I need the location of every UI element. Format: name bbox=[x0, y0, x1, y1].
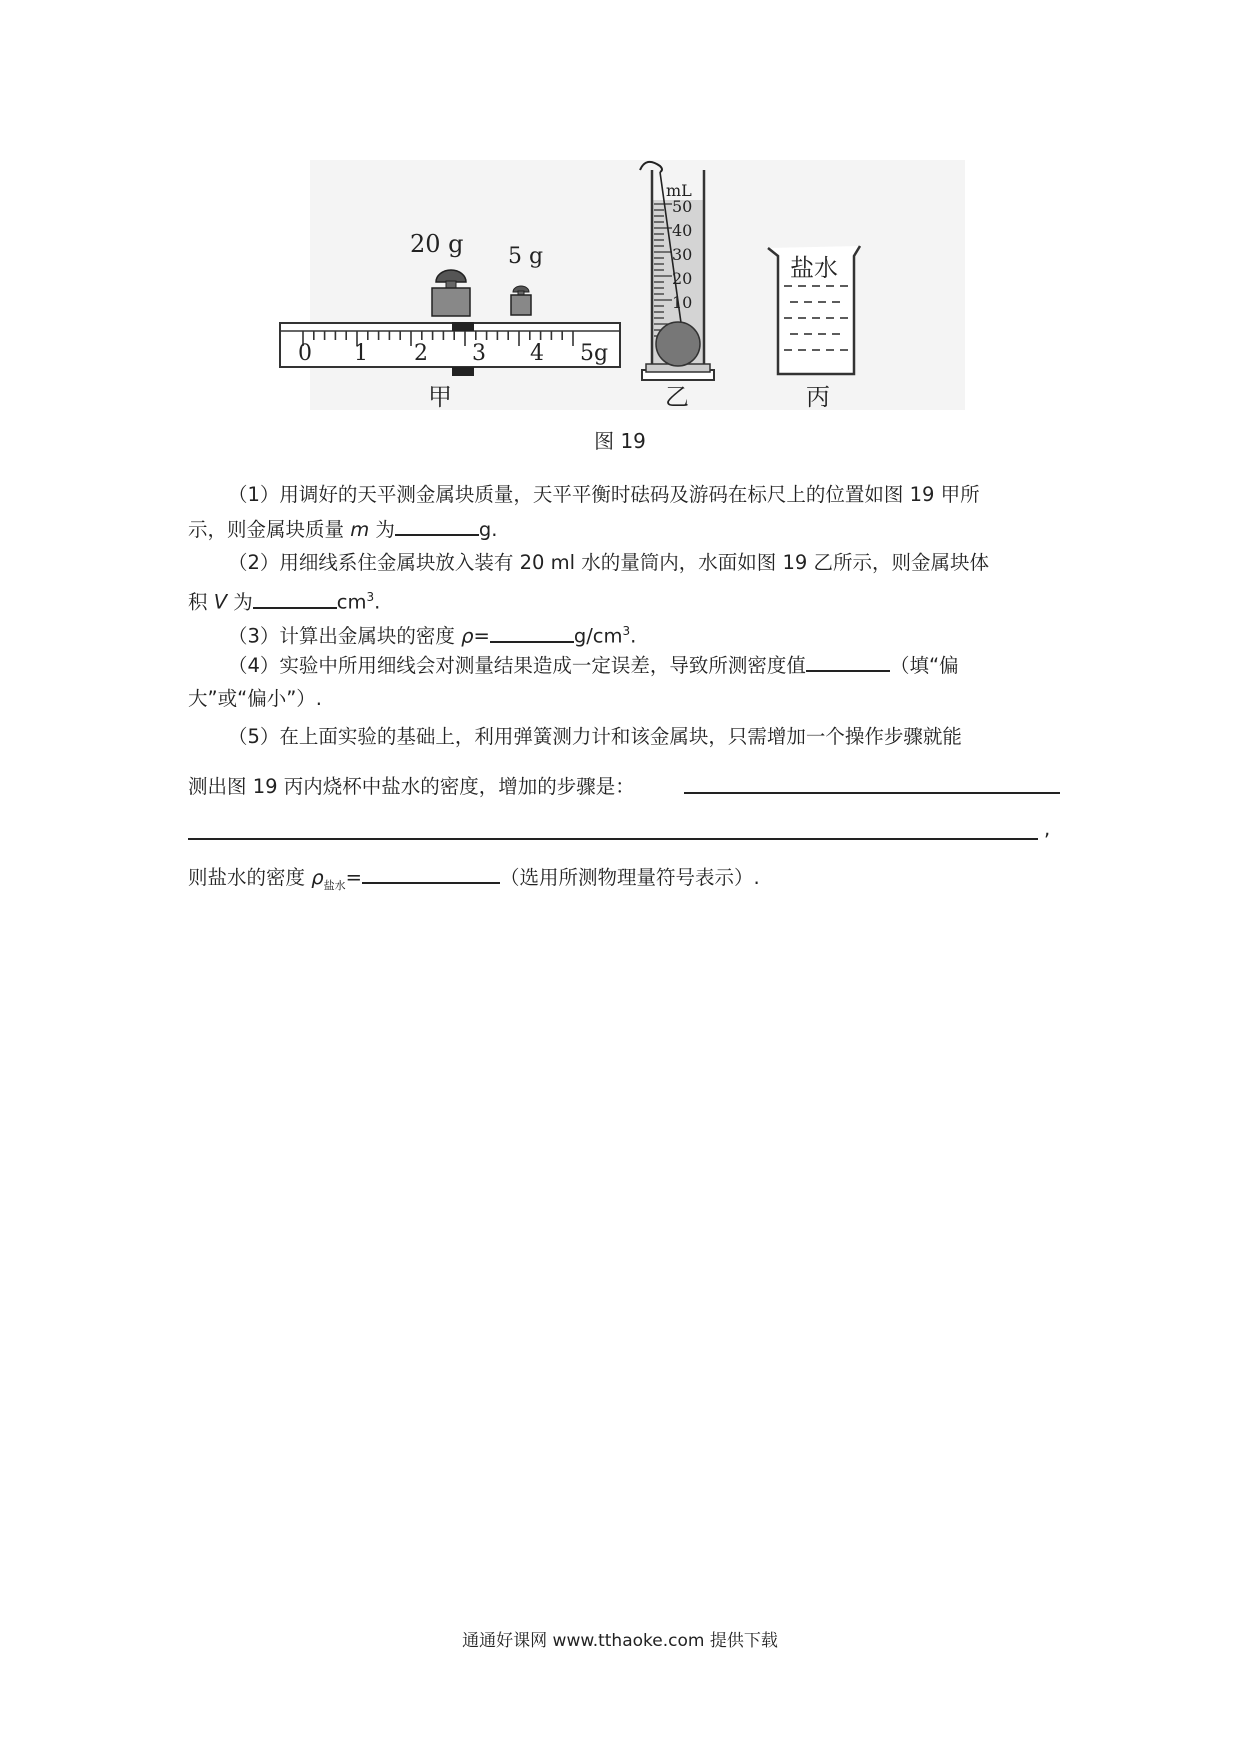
ruler-tick-label: 1 bbox=[354, 341, 368, 366]
question-text: . bbox=[630, 624, 637, 648]
cylinder-tick-label: 50 bbox=[672, 197, 693, 216]
label-bing: 丙 bbox=[806, 383, 830, 411]
answer-line-step-1[interactable] bbox=[684, 772, 1060, 794]
question-text: 示，则金属块质量 bbox=[188, 518, 351, 541]
question-text: g/cm bbox=[573, 624, 623, 648]
question-4-line2 bbox=[188, 682, 1060, 716]
cylinder-tick-label: 40 bbox=[672, 221, 693, 240]
question-5-comma: , bbox=[1044, 817, 1051, 840]
question-text: 为 bbox=[227, 590, 253, 614]
variable-v: V bbox=[213, 590, 228, 614]
question-1-line2 bbox=[188, 512, 1060, 547]
question-2 bbox=[188, 546, 1060, 580]
label-jia: 甲 bbox=[428, 383, 452, 411]
question-text: 用细线系住金属块放入装有 20 ml 水的量筒内，水面如图 19 乙所示，则金属块体 bbox=[279, 551, 989, 574]
figure-background bbox=[310, 160, 965, 410]
beaker-label: 盐水 bbox=[790, 254, 838, 282]
question-text: 实验中所用细线会对测量结果造成一定误差，导致所测密度值 bbox=[279, 654, 806, 677]
question-text: = bbox=[345, 866, 362, 889]
answer-blank-saltwater-density[interactable] bbox=[362, 860, 500, 884]
cylinder-tick-label: 20 bbox=[672, 269, 693, 288]
variable-m: m bbox=[350, 518, 370, 541]
answer-blank-mass[interactable] bbox=[395, 512, 479, 536]
question-text: 测出图 19 丙内烧杯中盐水的密度，增加的步骤是： bbox=[188, 775, 635, 798]
question-number: （5） bbox=[228, 725, 280, 748]
question-5 bbox=[188, 720, 1060, 754]
question-number: （2） bbox=[228, 551, 280, 574]
question-text: cm bbox=[336, 590, 367, 614]
ruler-tick-label: 0 bbox=[298, 341, 312, 366]
figure-drawing bbox=[298, 160, 970, 420]
rho-symbol: ρ bbox=[311, 866, 324, 889]
question-text: （填“偏 bbox=[889, 654, 959, 677]
question-text: （选用所测物理量符号表示）. bbox=[499, 866, 760, 889]
question-text: 用调好的天平测金属块质量，天平平衡时砝码及游码在标尺上的位置如图 19 甲所 bbox=[279, 483, 980, 506]
question-number: （1） bbox=[228, 483, 280, 506]
cylinder-tick-label: 10 bbox=[672, 293, 693, 312]
question-number: （4） bbox=[228, 654, 280, 677]
question-1 bbox=[188, 478, 1060, 512]
question-number: （3） bbox=[228, 624, 280, 648]
question-text: 积 bbox=[188, 590, 214, 614]
ruler-tick-label: 5g bbox=[580, 341, 609, 366]
ruler-tick-label: 3 bbox=[472, 341, 486, 366]
superscript: 3 bbox=[366, 590, 375, 604]
figure-caption: 图 19 bbox=[594, 429, 646, 453]
answer-blank-density[interactable] bbox=[490, 619, 574, 643]
rider-bottom bbox=[452, 367, 474, 376]
question-4 bbox=[188, 648, 1060, 683]
question-text: g. bbox=[478, 518, 498, 541]
weight-20g-label: 20 g bbox=[410, 230, 464, 258]
question-text: 大”或“偏小”）. bbox=[188, 687, 323, 710]
weight-5g-label: 5 g bbox=[508, 244, 544, 269]
cylinder-unit: mL bbox=[666, 181, 692, 200]
rider-top bbox=[452, 322, 474, 331]
question-text: . bbox=[374, 590, 381, 614]
answer-blank-error[interactable] bbox=[806, 648, 890, 672]
footer: 通通好课网 www.tthaoke.com 提供下载 bbox=[462, 1631, 778, 1651]
ruler-tick-label: 4 bbox=[530, 341, 544, 366]
answer-blank-volume[interactable] bbox=[253, 585, 337, 609]
answer-line-step-2[interactable] bbox=[188, 818, 1038, 840]
superscript: 3 bbox=[622, 624, 631, 638]
question-text: 计算出金属块的密度 bbox=[279, 624, 462, 648]
rho-symbol: ρ bbox=[461, 624, 474, 648]
question-text: = bbox=[473, 624, 490, 648]
question-text: 在上面实验的基础上，利用弹簧测力计和该金属块，只需增加一个操作步骤就能 bbox=[279, 725, 962, 748]
subscript: 盐水 bbox=[323, 878, 346, 892]
metal-block bbox=[656, 322, 700, 366]
question-text: 则盐水的密度 bbox=[188, 866, 312, 889]
question-text: 为 bbox=[369, 518, 395, 541]
cylinder-tick-label: 30 bbox=[672, 245, 693, 264]
balance-ruler bbox=[280, 322, 620, 376]
graduated-cylinder bbox=[640, 162, 714, 380]
figure-19 bbox=[298, 160, 970, 420]
beaker bbox=[768, 246, 860, 374]
question-5-line3 bbox=[188, 860, 1060, 903]
ruler-tick-label: 2 bbox=[414, 341, 428, 366]
label-yi: 乙 bbox=[665, 383, 689, 411]
